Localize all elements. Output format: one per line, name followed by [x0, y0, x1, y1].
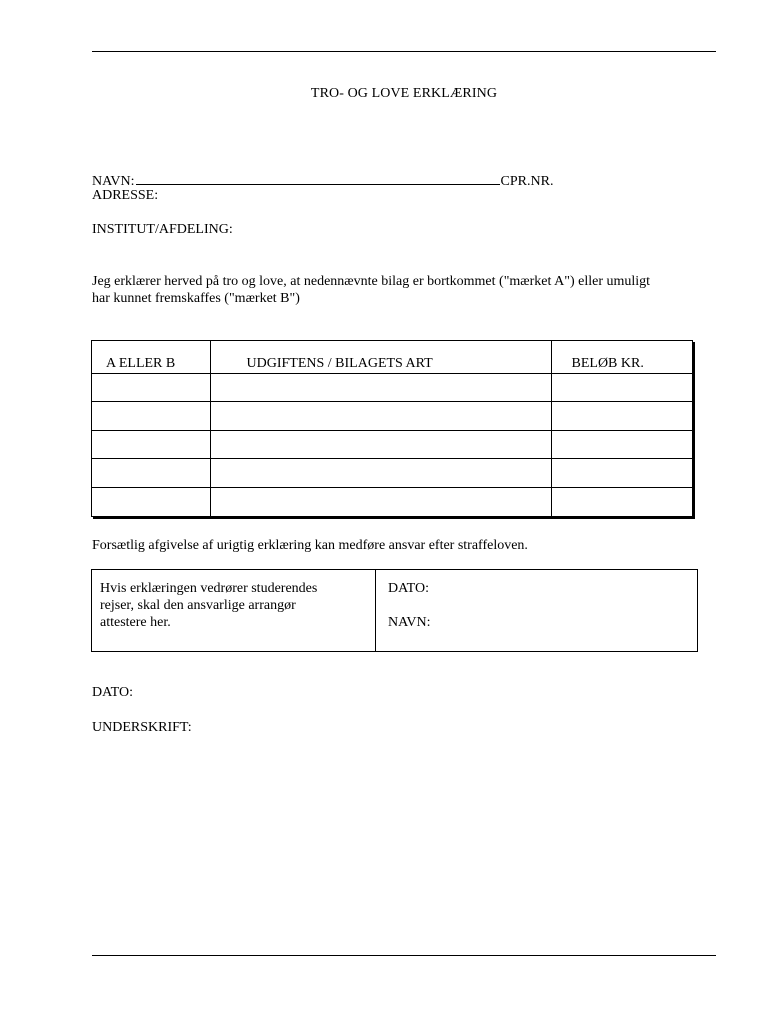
table-row: [92, 459, 692, 488]
cell-art[interactable]: [210, 430, 551, 459]
intro-line-1: Jeg erklærer herved på tro og love, at nedennævnte bilag er bortkommet ("mærket A") eller umuligt: [92, 274, 651, 289]
cell-art[interactable]: [210, 402, 551, 431]
cell-art[interactable]: [210, 487, 551, 516]
header-udgiftens-art: UDGIFTENS / BILAGETS ART: [210, 341, 551, 373]
attest-navn-label: NAVN:: [388, 615, 431, 630]
attest-instructions: [92, 570, 376, 651]
table-row: [92, 402, 692, 431]
page-title: TRO- OG LOVE ERKLÆRING: [310, 86, 498, 101]
navn-label: NAVN:: [92, 174, 135, 189]
table-row: [92, 373, 692, 402]
underskrift-label: UNDERSKRIFT:: [92, 720, 192, 735]
attest-fields[interactable]: [376, 570, 697, 651]
intro-text: [92, 273, 722, 307]
cpr-label: CPR.NR.: [500, 174, 554, 189]
attest-line-1: Hvis erklæringen vedrører studerendes: [100, 581, 318, 596]
cell-belob[interactable]: [551, 459, 692, 488]
attest-line-3: attestere her.: [100, 615, 171, 630]
bottom-rule: [92, 955, 716, 956]
table-row: [92, 430, 692, 459]
dato-label: DATO:: [92, 685, 133, 700]
cell-belob[interactable]: [551, 430, 692, 459]
cell-belob[interactable]: [551, 487, 692, 516]
header-belob: BELØB KR.: [551, 341, 692, 373]
top-rule: [92, 51, 716, 52]
cell-a-eller-b[interactable]: [92, 487, 210, 516]
intro-line-2: har kunnet fremskaffes ("mærket B"): [92, 291, 300, 306]
table-header-row: [92, 341, 692, 373]
expense-table: [91, 340, 693, 517]
cell-a-eller-b[interactable]: [92, 430, 210, 459]
attest-line-2: rejser, skal den ansvarlige arrangør: [100, 598, 296, 613]
cell-art[interactable]: [210, 459, 551, 488]
institut-label: INSTITUT/AFDELING:: [92, 222, 233, 237]
navn-field[interactable]: [136, 171, 500, 185]
navn-row: [92, 171, 553, 190]
adresse-label: ADRESSE:: [92, 188, 159, 203]
cell-a-eller-b[interactable]: [92, 373, 210, 402]
attest-box: [91, 569, 698, 652]
cell-belob[interactable]: [551, 373, 692, 402]
warning-text: Forsætlig afgivelse af urigtig erklæring kan medføre ansvar efter straffeloven.: [92, 538, 528, 553]
cell-a-eller-b[interactable]: [92, 402, 210, 431]
cell-belob[interactable]: [551, 402, 692, 431]
header-a-eller-b: A ELLER B: [92, 341, 210, 373]
table-row: [92, 487, 692, 516]
cell-art[interactable]: [210, 373, 551, 402]
attest-dato-label: DATO:: [388, 581, 429, 596]
cell-a-eller-b[interactable]: [92, 459, 210, 488]
